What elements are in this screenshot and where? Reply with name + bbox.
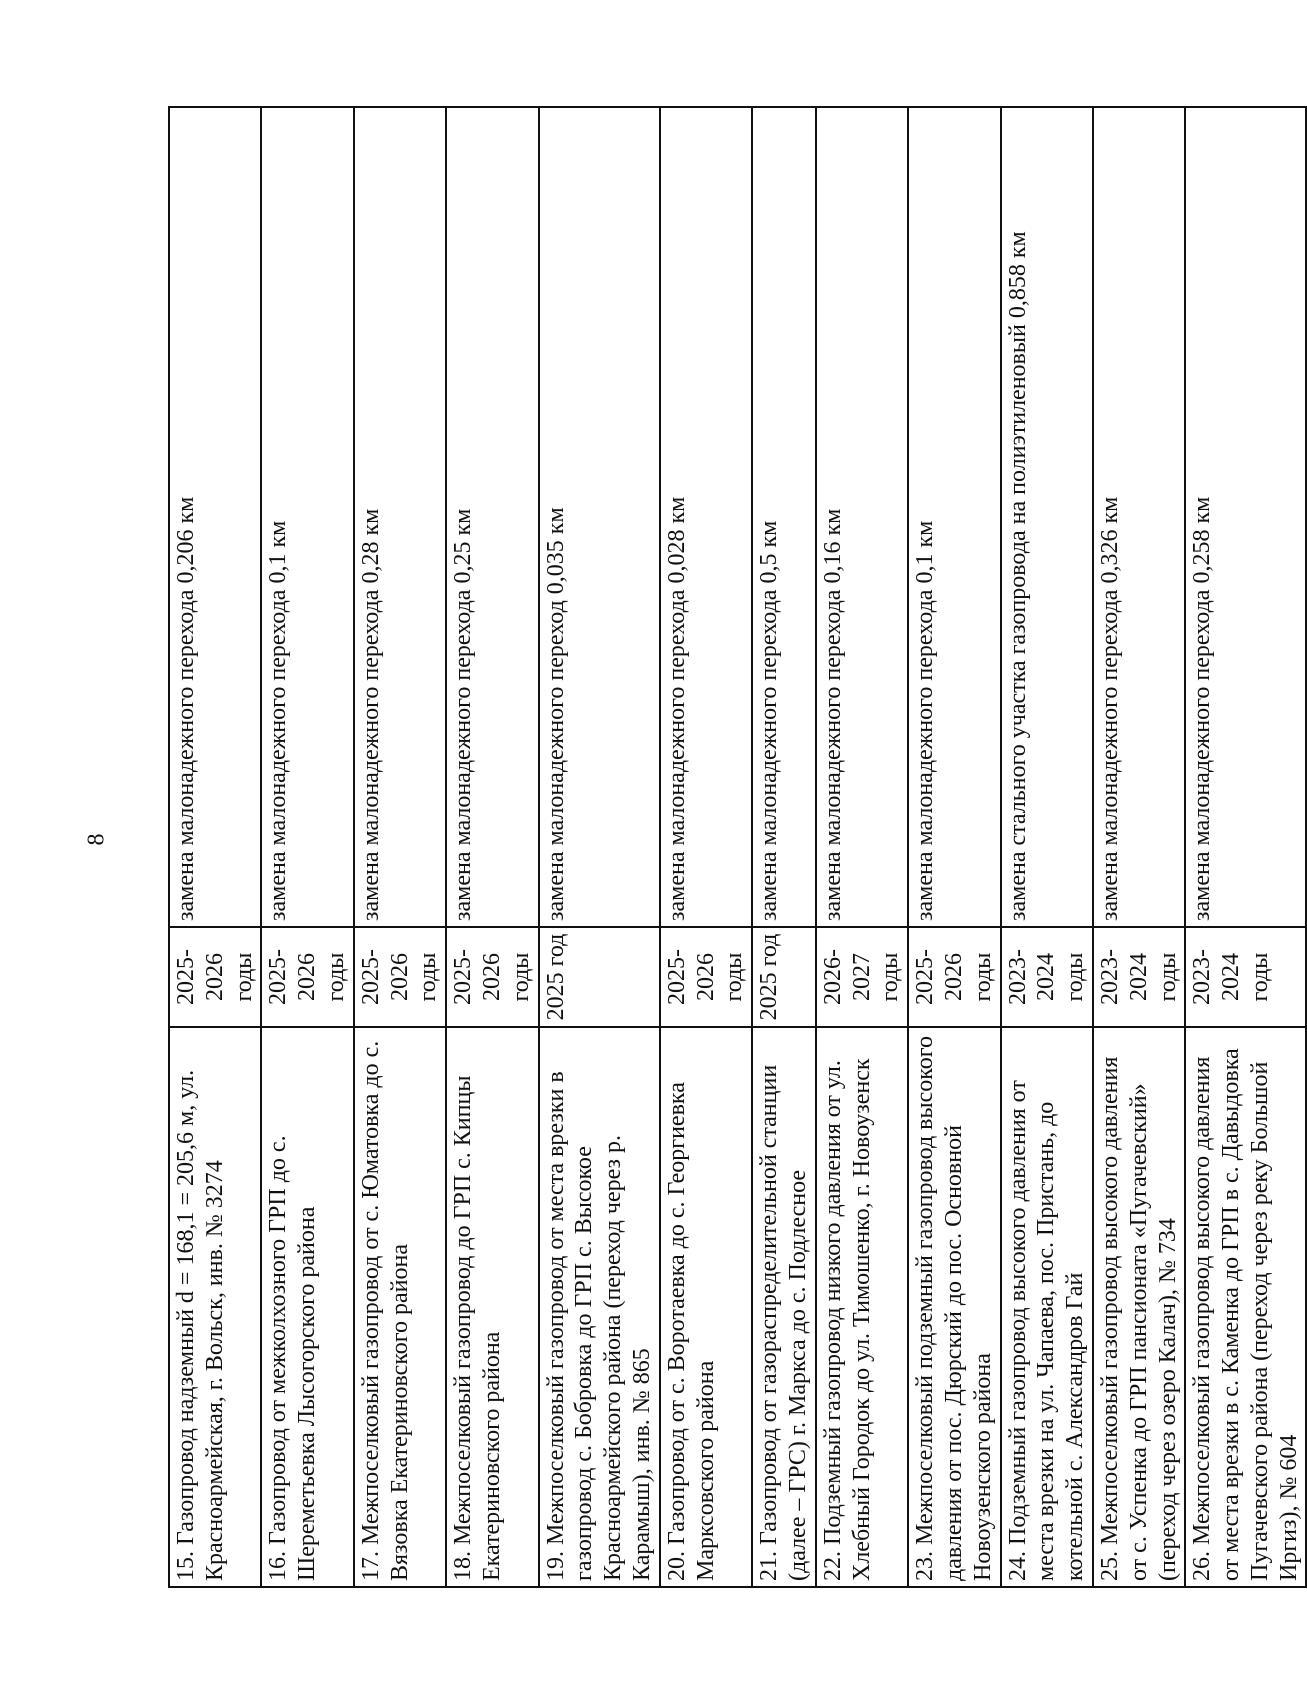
action-cell: замена малонадежного перехода 0,326 км — [1093, 107, 1185, 927]
pipeline-name-cell: 22. Подземный газопровод низкого давления от ул. Хлебный Городок до ул. Тимошенко, г. Новоузенск — [816, 1027, 908, 1587]
period-cell: 2025-2026 годы — [261, 927, 353, 1027]
action-cell: замена малонадежного перехода 0,206 км — [169, 107, 261, 927]
table-row — [752, 107, 816, 1587]
pipeline-name-cell: 18. Межпоселковый газопровод до ГРП с. Кипцы Екатериновского района — [446, 1027, 538, 1587]
pipeline-name-cell: 24. Подземный газопровод высокого давления от места врезки на ул. Чапаева, пос. Пристань, до котельной с. Александров Гай — [1001, 1027, 1093, 1587]
period-cell: 2025 год — [752, 927, 816, 1027]
table-row — [1093, 107, 1185, 1587]
pipeline-name-cell: 15. Газопровод надземный d = 168,1 = 205,6 м, ул. Красноармейская, г. Вольск, инв. № 3274 — [169, 1027, 261, 1587]
period-cell: 2025 год — [539, 927, 660, 1027]
page-number: 8 — [83, 833, 110, 846]
pipeline-name-cell: 21. Газопровод от газораспределительной станции (далее – ГРС) г. Маркса до с. Подлесное — [752, 1027, 816, 1587]
rotated-table-wrapper — [168, 108, 1302, 1588]
gas-pipeline-table — [168, 106, 1307, 1588]
action-cell: замена малонадежного перехода 0,25 км — [446, 107, 538, 927]
period-cell: 2026-2027 годы — [816, 927, 908, 1027]
pipeline-name-cell: 20. Газопровод от с. Воротаевка до с. Георгиевка Марксовского района — [660, 1027, 752, 1587]
pipeline-name-cell: 16. Газопровод от межколхозного ГРП до с. Шереметьевка Лысогорского района — [261, 1027, 353, 1587]
table-row — [539, 107, 660, 1587]
action-cell: замена малонадежного перехода 0,028 км — [660, 107, 752, 927]
pipeline-name-cell: 25. Межпоселковый газопровод высокого давления от с. Успенка до ГРП пансионата «Пугачевский» (переход через озеро Калач), № 734 — [1093, 1027, 1185, 1587]
period-cell: 2023-2024 годы — [1001, 927, 1093, 1027]
period-cell: 2025-2026 годы — [446, 927, 538, 1027]
period-cell: 2023-2024 годы — [1185, 927, 1306, 1027]
period-cell: 2025-2026 годы — [169, 927, 261, 1027]
table-row — [1185, 107, 1306, 1587]
period-cell: 2023-2024 годы — [1093, 927, 1185, 1027]
pipeline-name-cell: 23. Межпоселковый подземный газопровод высокого давления от пос. Дюрский до пос. Основной Новоузенского района — [908, 1027, 1000, 1587]
pipeline-name-cell: 19. Межпоселковый газопровод от места врезки в газопровод с. Бобровка до ГРП с. Высокое Красноармейского района (переход через р. Карамыш), инв. № 865 — [539, 1027, 660, 1587]
action-cell: замена стального участка газопровода на полиэтиленовый 0,858 км — [1001, 107, 1093, 927]
period-cell: 2025-2026 годы — [354, 927, 446, 1027]
table-row — [169, 107, 261, 1587]
table-row — [354, 107, 446, 1587]
action-cell: замена малонадежного перехода 0,5 км — [752, 107, 816, 927]
table-row — [446, 107, 538, 1587]
action-cell: замена малонадежного перехода 0,1 км — [908, 107, 1000, 927]
pipeline-name-cell: 17. Межпоселковый газопровод от с. Юматовка до с. Вязовка Екатериновского района — [354, 1027, 446, 1587]
action-cell: замена малонадежного перехода 0,28 км — [354, 107, 446, 927]
period-cell: 2025-2026 годы — [908, 927, 1000, 1027]
table-row — [1001, 107, 1093, 1587]
period-cell: 2025-2026 годы — [660, 927, 752, 1027]
pipeline-name-cell: 26. Межпоселковый газопровод высокого давления от места врезки в с. Каменка до ГРП в с. Давыдовка Пугачевского района (переход через реку Большой Иргиз), № 604 — [1185, 1027, 1306, 1587]
action-cell: замена малонадежного перехода 0,1 км — [261, 107, 353, 927]
action-cell: замена малонадежного перехода 0,16 км — [816, 107, 908, 927]
table-row — [908, 107, 1000, 1587]
action-cell: замена малонадежного перехода 0,258 км — [1185, 107, 1306, 927]
action-cell: замена малонадежного переход 0,035 км — [539, 107, 660, 927]
table-row — [816, 107, 908, 1587]
table-row — [660, 107, 752, 1587]
table-row — [261, 107, 353, 1587]
